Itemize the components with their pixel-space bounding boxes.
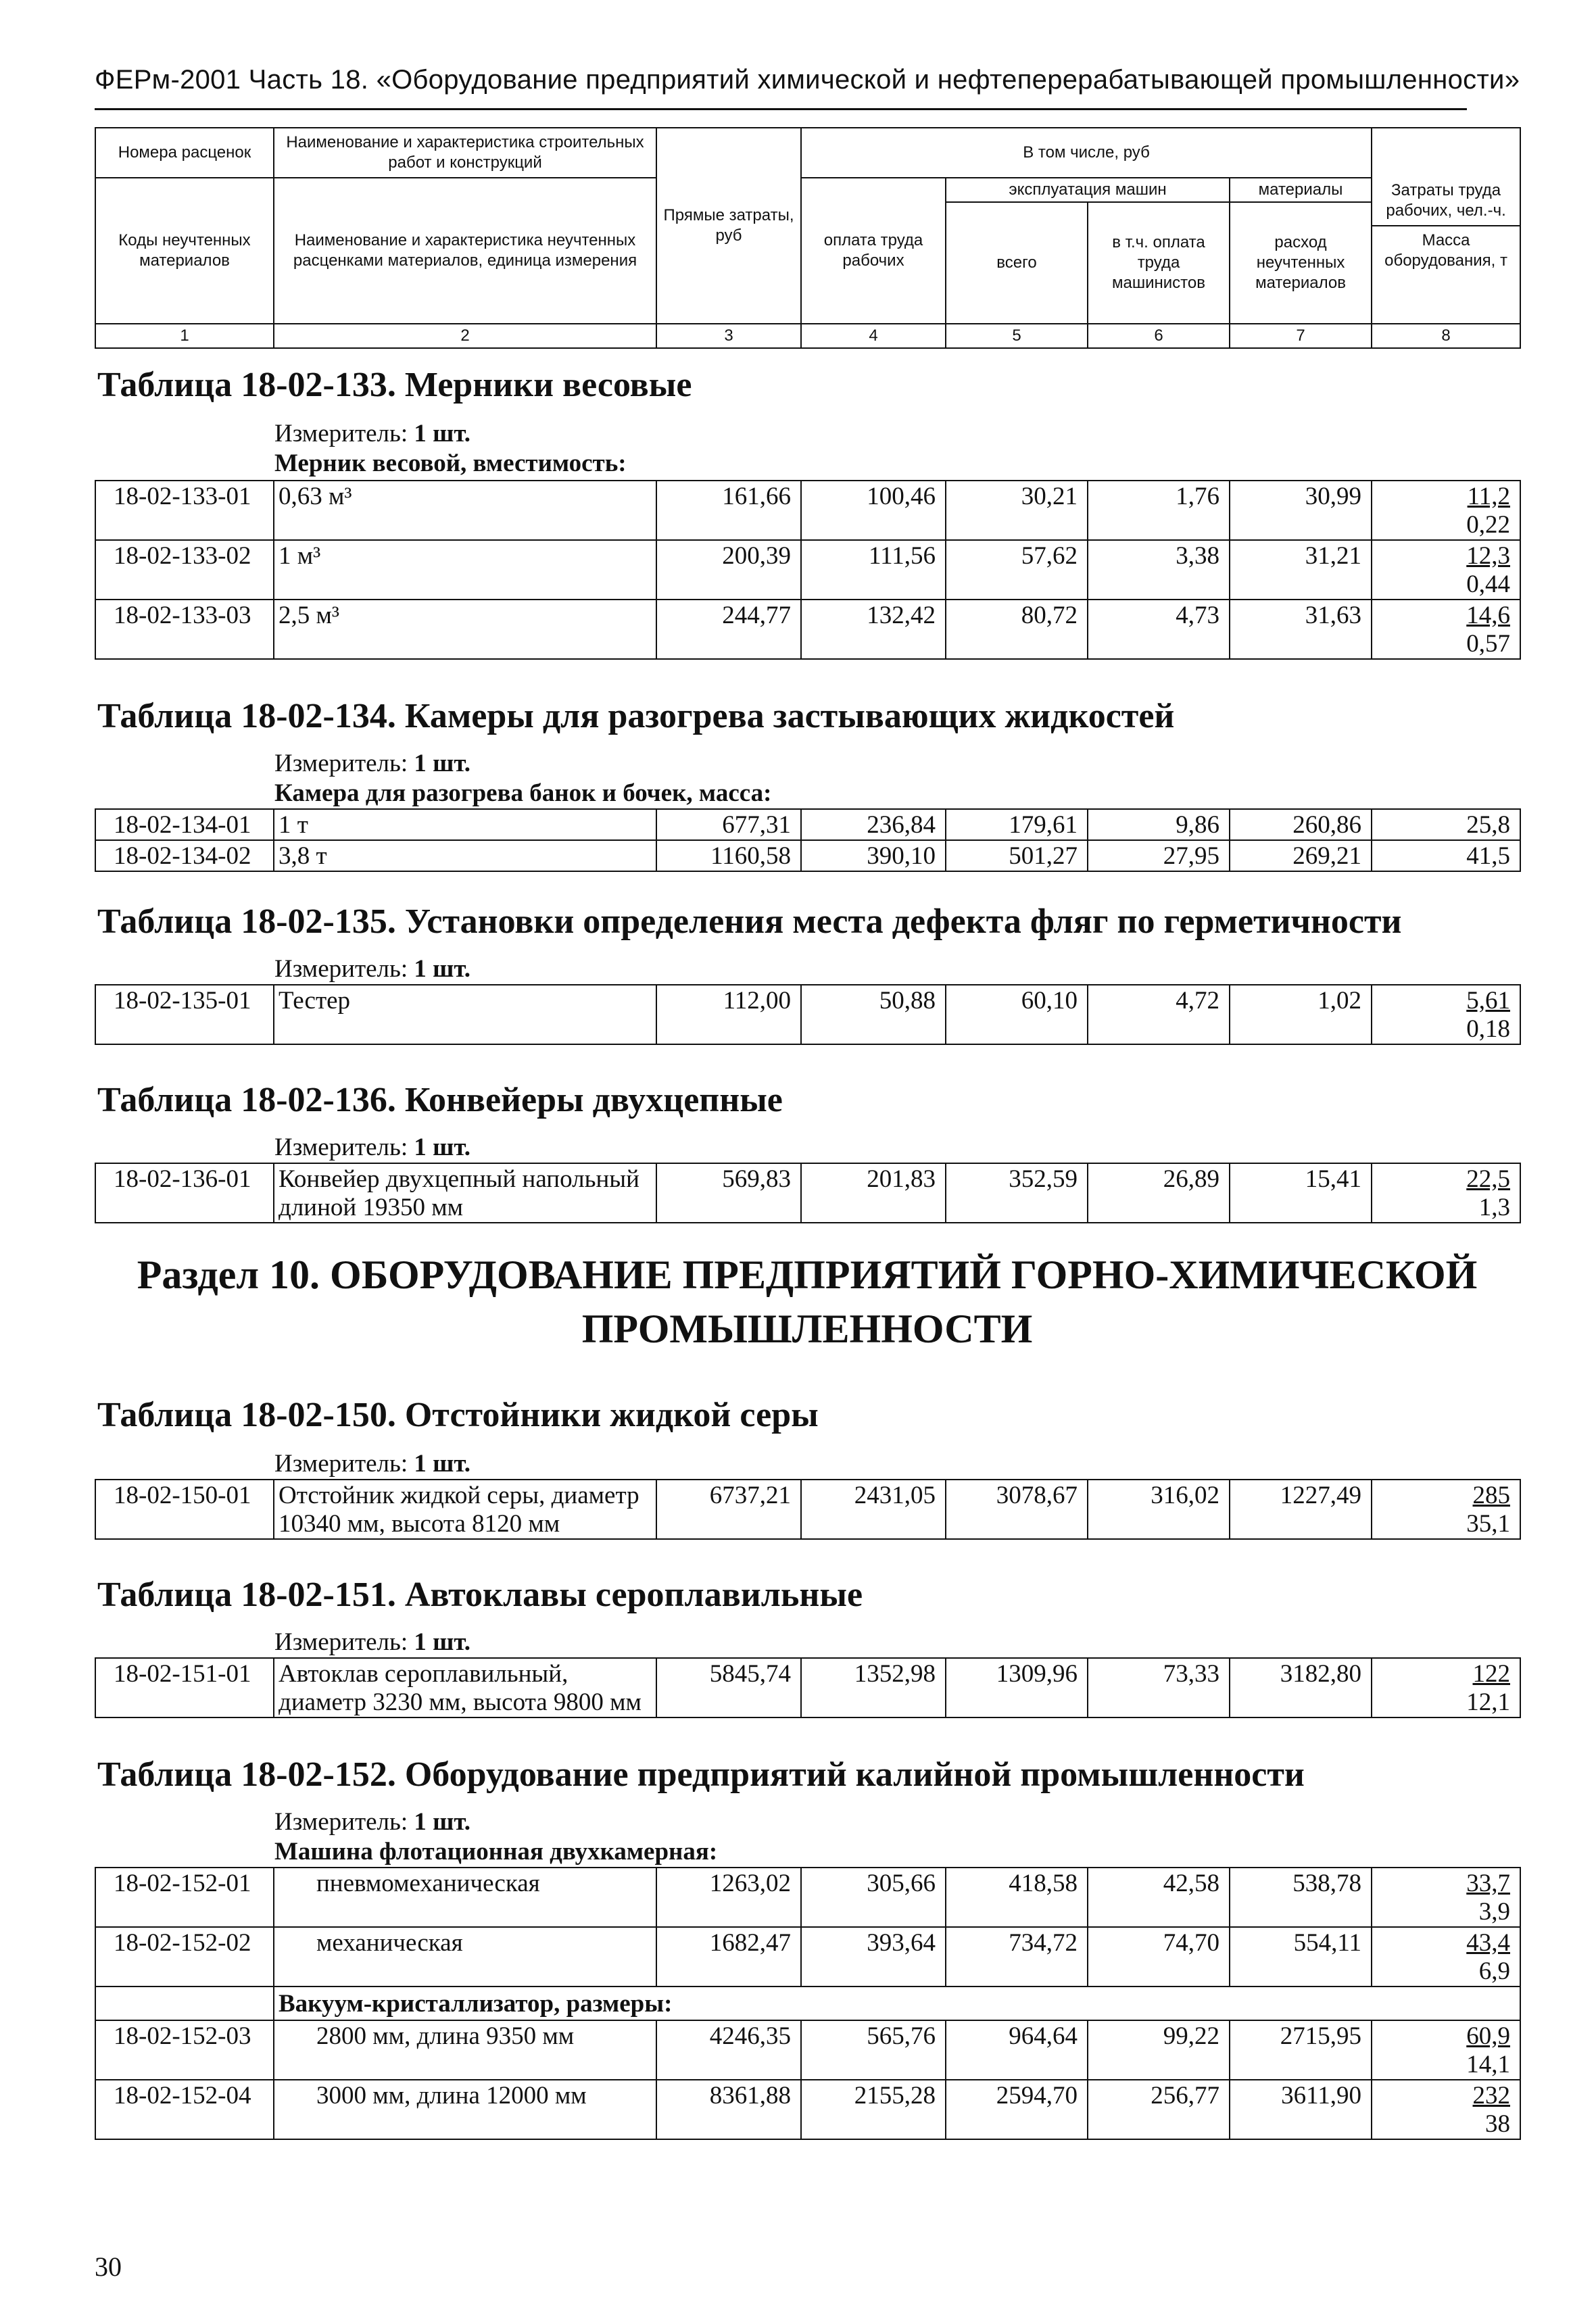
equipment-mass: 0,57 <box>1466 630 1510 658</box>
rate-name: Отстойник жидкой серы, диаметр 10340 мм, высота 8120 мм <box>274 1480 656 1539</box>
labor-pay: 201,83 <box>801 1163 946 1223</box>
equipment-mass: 3,9 <box>1478 1898 1510 1926</box>
machinist-pay: 316,02 <box>1088 1480 1230 1539</box>
header-num: 7 <box>1230 324 1372 348</box>
labor-hours: 122 <box>1472 1660 1510 1688</box>
labor-pay: 390,10 <box>801 840 946 871</box>
rate-name: 2,5 м³ <box>274 600 656 659</box>
labor-mass-cell <box>1372 985 1520 1044</box>
labor-pay: 2155,28 <box>801 2080 946 2139</box>
labor-mass-cell <box>1372 540 1520 600</box>
running-head: ФЕРм-2001 Часть 18. «Оборудование предприятий химической и нефтеперерабатывающей промышленности» <box>95 65 1520 95</box>
equipment-mass: 0,22 <box>1466 511 1510 539</box>
machinist-pay: 1,76 <box>1088 481 1230 540</box>
equipment-mass: 0,44 <box>1466 570 1510 598</box>
rate-name: механическая <box>274 1927 656 1987</box>
section-title: Раздел 10. ОБОРУДОВАНИЕ ПРЕДПРИЯТИЙ ГОРНО-ХИМИЧЕСКОЙ ПРОМЫШЛЕННОСТИ <box>137 1252 1478 1351</box>
rate-code: 18-02-134-01 <box>95 809 274 840</box>
machines-total: 501,27 <box>946 840 1088 871</box>
rate-code: 18-02-135-01 <box>95 985 274 1044</box>
labor-pay: 111,56 <box>801 540 946 600</box>
materials-cost: 15,41 <box>1230 1163 1372 1223</box>
labor-pay: 236,84 <box>801 809 946 840</box>
rate-code: 18-02-136-01 <box>95 1163 274 1223</box>
row-group-label: Мерник весовой, вместимость: <box>274 449 627 477</box>
materials-cost: 1,02 <box>1230 985 1372 1044</box>
labor-pay: 565,76 <box>801 2020 946 2080</box>
direct-costs: 1160,58 <box>656 840 801 871</box>
materials-cost: 269,21 <box>1230 840 1372 871</box>
machinist-pay: 26,89 <box>1088 1163 1230 1223</box>
header-col8: Затраты труда рабочих, чел.-ч. Масса оборудования, т <box>1372 128 1520 324</box>
rate-name: пневмомеханическая <box>274 1868 656 1927</box>
machines-total: 734,72 <box>946 1927 1088 1987</box>
header-col3: Прямые затраты, руб <box>656 128 801 324</box>
rate-code: 18-02-150-01 <box>95 1480 274 1539</box>
machinist-pay: 99,22 <box>1088 2020 1230 2080</box>
equipment-mass: 1,3 <box>1478 1194 1510 1221</box>
equipment-mass: 6,9 <box>1478 1957 1510 1985</box>
direct-costs: 1263,02 <box>656 1868 801 1927</box>
rate-code: 18-02-152-02 <box>95 1927 274 1987</box>
materials-cost: 30,99 <box>1230 481 1372 540</box>
rate-code: 18-02-151-01 <box>95 1658 274 1717</box>
labor-mass-cell <box>1372 481 1520 540</box>
rate-code: 18-02-133-02 <box>95 540 274 600</box>
rate-table <box>95 808 1521 872</box>
machines-total: 418,58 <box>946 1868 1088 1927</box>
labor-hours: 11,2 <box>1467 483 1510 510</box>
direct-costs: 5845,74 <box>656 1658 801 1717</box>
machinist-pay: 42,58 <box>1088 1868 1230 1927</box>
header-exploitation: эксплуатация машин <box>946 178 1230 202</box>
rate-table <box>95 1867 1521 2140</box>
table-row <box>95 809 1520 840</box>
rate-name: 1 м³ <box>274 540 656 600</box>
labor-mass-cell <box>1372 1927 1520 1987</box>
table-title: Таблица 18-02-152. Оборудование предприятий калийной промышленности <box>97 1755 1305 1794</box>
direct-costs: 8361,88 <box>656 2080 801 2139</box>
header-num: 2 <box>274 324 656 348</box>
machines-total: 179,61 <box>946 809 1088 840</box>
column-header-table <box>95 127 1521 349</box>
labor-hours: 33,7 <box>1466 1870 1510 1897</box>
direct-costs: 6737,21 <box>656 1480 801 1539</box>
measure-line: Измеритель: 1 шт. <box>274 1808 471 1836</box>
measure-line: Измеритель: 1 шт. <box>274 1628 471 1656</box>
labor-mass-cell <box>1372 1658 1520 1717</box>
materials-cost: 554,11 <box>1230 1927 1372 1987</box>
row-group-label: Машина флотационная двухкамерная: <box>274 1838 718 1866</box>
machinist-pay: 256,77 <box>1088 2080 1230 2139</box>
rate-name: 3,8 т <box>274 840 656 871</box>
machinist-pay: 73,33 <box>1088 1658 1230 1717</box>
labor-pay: 100,46 <box>801 481 946 540</box>
machines-total: 3078,67 <box>946 1480 1088 1539</box>
materials-cost: 3182,80 <box>1230 1658 1372 1717</box>
table-title: Таблица 18-02-135. Установки определения места дефекта фляг по герметичности <box>97 902 1402 941</box>
header-num: 6 <box>1088 324 1230 348</box>
table-row <box>95 2020 1520 2080</box>
measure-line: Измеритель: 1 шт. <box>274 955 471 983</box>
table-title: Таблица 18-02-134. Камеры для разогрева застывающих жидкостей <box>97 697 1175 735</box>
header-col2-bottom: Наименование и характеристика неучтенных расценками материалов, единица измерения <box>274 178 656 324</box>
equipment-mass: 14,1 <box>1466 2051 1510 2078</box>
header-col1-top: Номера расценок <box>95 128 274 178</box>
machinist-pay: 27,95 <box>1088 840 1230 871</box>
rate-name: 0,63 м³ <box>274 481 656 540</box>
rate-code: 18-02-152-04 <box>95 2080 274 2139</box>
labor-pay: 393,64 <box>801 1927 946 1987</box>
table-title: Таблица 18-02-150. Отстойники жидкой серы <box>97 1396 819 1434</box>
machinist-pay: 74,70 <box>1088 1927 1230 1987</box>
equipment-mass: 35,1 <box>1466 1510 1510 1538</box>
labor-hours: 5,61 <box>1466 987 1510 1015</box>
machines-total: 30,21 <box>946 481 1088 540</box>
materials-cost: 260,86 <box>1230 809 1372 840</box>
materials-cost: 3611,90 <box>1230 2080 1372 2139</box>
header-num: 5 <box>946 324 1088 348</box>
table-row <box>95 1927 1520 1987</box>
labor-pay: 2431,05 <box>801 1480 946 1539</box>
materials-cost: 2715,95 <box>1230 2020 1372 2080</box>
direct-costs: 161,66 <box>656 481 801 540</box>
table-row <box>95 985 1520 1044</box>
table-row <box>95 1163 1520 1223</box>
rate-table <box>95 480 1521 660</box>
machines-total: 57,62 <box>946 540 1088 600</box>
rate-name: 2800 мм, длина 9350 мм <box>274 2020 656 2080</box>
direct-costs: 569,83 <box>656 1163 801 1223</box>
machinist-pay: 3,38 <box>1088 540 1230 600</box>
measure-line: Измеритель: 1 шт. <box>274 1134 471 1161</box>
table-title: Таблица 18-02-151. Автоклавы сероплавильные <box>97 1576 863 1614</box>
labor-hours: 22,5 <box>1466 1165 1510 1193</box>
labor-pay: 305,66 <box>801 1868 946 1927</box>
direct-costs: 112,00 <box>656 985 801 1044</box>
labor-hours: 232 <box>1472 2082 1510 2110</box>
rate-code: 18-02-133-01 <box>95 481 274 540</box>
machines-total: 80,72 <box>946 600 1088 659</box>
table-row <box>95 540 1520 600</box>
machines-total: 964,64 <box>946 2020 1088 2080</box>
rate-table <box>95 1479 1521 1540</box>
labor-hours: 43,4 <box>1466 1929 1510 1957</box>
equipment-mass: 12,1 <box>1466 1688 1510 1716</box>
direct-costs: 1682,47 <box>656 1927 801 1987</box>
machines-total: 2594,70 <box>946 2080 1088 2139</box>
row-group-label: Камера для разогрева банок и бочек, масса: <box>274 779 772 807</box>
machinist-pay: 9,86 <box>1088 809 1230 840</box>
header-num: 3 <box>656 324 801 348</box>
equipment-mass: 0,18 <box>1466 1015 1510 1043</box>
table-row <box>95 1658 1520 1717</box>
rate-name: 1 т <box>274 809 656 840</box>
table-title: Таблица 18-02-133. Мерники весовые <box>97 366 692 404</box>
header-group-label: В том числе, руб <box>801 128 1372 178</box>
header-col7: расход неучтенных материалов <box>1230 202 1372 324</box>
labor-hours: 14,6 <box>1466 602 1510 629</box>
header-col6: в т.ч. оплата труда машинистов <box>1088 202 1230 324</box>
header-col2-top: Наименование и характеристика строительных работ и конструкций <box>274 128 656 178</box>
materials-cost: 1227,49 <box>1230 1480 1372 1539</box>
rate-code: 18-02-152-01 <box>95 1868 274 1927</box>
measure-line: Измеритель: 1 шт. <box>274 750 471 777</box>
header-num: 1 <box>95 324 274 348</box>
labor-hours: 25,8 <box>1372 809 1520 840</box>
rate-code: 18-02-133-03 <box>95 600 274 659</box>
rate-name: Конвейер двухцепный напольный длиной 19350 мм <box>274 1163 656 1223</box>
rate-name: Тестер <box>274 985 656 1044</box>
header-col5: всего <box>946 202 1088 324</box>
page-number: 30 <box>95 2251 122 2282</box>
materials-cost: 31,21 <box>1230 540 1372 600</box>
machines-total: 1309,96 <box>946 1658 1088 1717</box>
header-num: 4 <box>801 324 946 348</box>
rate-name: 3000 мм, длина 12000 мм <box>274 2080 656 2139</box>
table-row <box>95 481 1520 540</box>
table-row-group <box>95 1987 1520 2020</box>
labor-mass-cell <box>1372 600 1520 659</box>
direct-costs: 4246,35 <box>656 2020 801 2080</box>
labor-pay: 50,88 <box>801 985 946 1044</box>
direct-costs: 200,39 <box>656 540 801 600</box>
labor-hours: 285 <box>1472 1482 1510 1509</box>
direct-costs: 677,31 <box>656 809 801 840</box>
labor-mass-cell <box>1372 2020 1520 2080</box>
direct-costs: 244,77 <box>656 600 801 659</box>
row-group-label: Вакуум-кристаллизатор, размеры: <box>279 1990 673 2018</box>
table-row <box>95 1480 1520 1539</box>
header-materials: материалы <box>1230 178 1372 202</box>
rate-table <box>95 1657 1521 1718</box>
machinist-pay: 4,73 <box>1088 600 1230 659</box>
labor-hours: 41,5 <box>1372 840 1520 871</box>
labor-pay: 1352,98 <box>801 1658 946 1717</box>
equipment-mass: 38 <box>1485 2110 1510 2138</box>
table-row <box>95 2080 1520 2139</box>
machines-total: 60,10 <box>946 985 1088 1044</box>
rate-table <box>95 984 1521 1045</box>
machinist-pay: 4,72 <box>1088 985 1230 1044</box>
measure-line: Измеритель: 1 шт. <box>274 420 471 447</box>
rate-table <box>95 1163 1521 1223</box>
labor-mass-cell <box>1372 1868 1520 1927</box>
labor-pay: 132,42 <box>801 600 946 659</box>
table-row <box>95 840 1520 871</box>
table-row <box>95 600 1520 659</box>
table-row <box>95 1868 1520 1927</box>
rate-code: 18-02-152-03 <box>95 2020 274 2080</box>
rate-name: Автоклав сероплавильный, диаметр 3230 мм, высота 9800 мм <box>274 1658 656 1717</box>
labor-mass-cell <box>1372 1163 1520 1223</box>
table-title: Таблица 18-02-136. Конвейеры двухцепные <box>97 1081 783 1119</box>
materials-cost: 538,78 <box>1230 1868 1372 1927</box>
rate-code: 18-02-134-02 <box>95 840 274 871</box>
labor-mass-cell <box>1372 2080 1520 2139</box>
header-col1-bottom: Коды неучтенных материалов <box>95 178 274 324</box>
running-head-rule <box>95 108 1467 110</box>
labor-hours: 12,3 <box>1466 542 1510 570</box>
header-num: 8 <box>1372 324 1520 348</box>
materials-cost: 31,63 <box>1230 600 1372 659</box>
labor-mass-cell <box>1372 1480 1520 1539</box>
machines-total: 352,59 <box>946 1163 1088 1223</box>
measure-line: Измеритель: 1 шт. <box>274 1450 471 1478</box>
header-col4: оплата труда рабочих <box>801 178 946 324</box>
labor-hours: 60,9 <box>1466 2022 1510 2050</box>
